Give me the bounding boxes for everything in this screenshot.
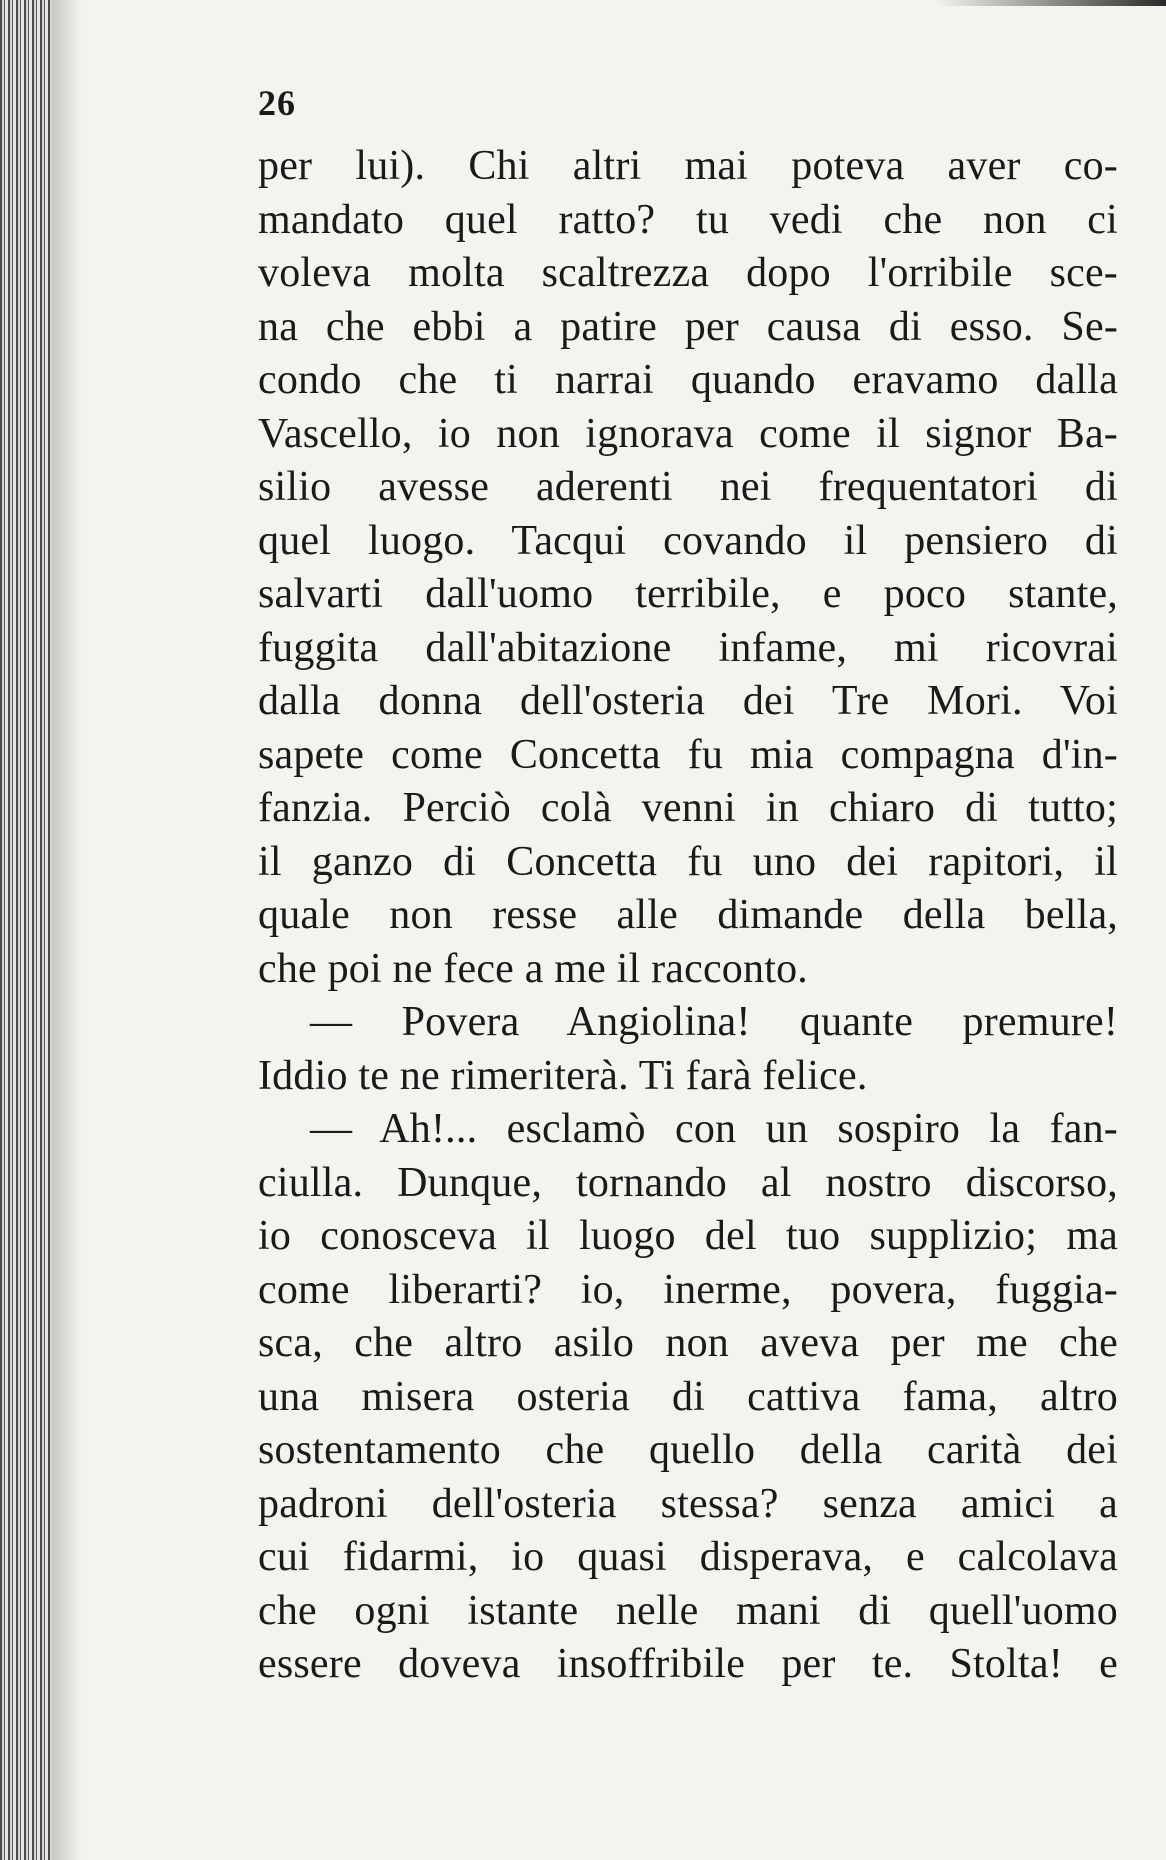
- text-line: cui fidarmi, io quasi disperava, e calcolava: [258, 1534, 1118, 1580]
- text-line: sca, che altro asilo non aveva per me che: [258, 1320, 1118, 1366]
- text-line: na che ebbi a patire per causa di esso. Se-: [258, 303, 1118, 350]
- text-line: — Povera Angiolina! quante premure!: [310, 999, 1118, 1045]
- text-line: quel luogo. Tacqui covando il pensiero di: [258, 517, 1118, 564]
- text-line: silio avesse aderenti nei frequentatori di: [258, 464, 1118, 510]
- text-line: — Ah!... esclamò con un sospiro la fan-: [310, 1106, 1118, 1152]
- text-line: quale non resse alle dimande della bella,: [258, 892, 1118, 938]
- scan-edge-mark: [936, 0, 1166, 6]
- gutter-shadow: [52, 0, 82, 1860]
- page-number: 26: [258, 83, 296, 123]
- text-line: salvarti dall'uomo terribile, e poco stante,: [258, 571, 1118, 617]
- text-line: voleva molta scaltrezza dopo l'orribile sce-: [258, 250, 1118, 296]
- text-line: fanzia. Perciò colà venni in chiaro di tutto;: [258, 785, 1118, 831]
- text-line: padroni dell'osteria stessa? senza amici a: [258, 1480, 1118, 1527]
- text-line: Vascello, io non ignorava come il signor Ba-: [258, 410, 1118, 457]
- text-line: il ganzo di Concetta fu uno dei rapitori, il: [258, 838, 1118, 885]
- text-line: sapete come Concetta fu mia compagna d'in-: [258, 731, 1118, 778]
- text-line: Iddio te ne rimeriterà. Ti farà felice.: [258, 1052, 868, 1099]
- text-line: io conosceva il luogo del tuo supplizio; ma: [258, 1213, 1118, 1259]
- text-line: una misera osteria di cattiva fama, altro: [258, 1373, 1118, 1420]
- text-line: sostentamento che quello della carità dei: [258, 1427, 1118, 1473]
- text-line: essere doveva insoffribile per te. Stolta! e: [258, 1641, 1118, 1687]
- text-line: che ogni istante nelle mani di quell'uomo: [258, 1587, 1118, 1634]
- text-line: mandato quel ratto? tu vedi che non ci: [258, 196, 1118, 243]
- text-line: che poi ne fece a me il racconto.: [258, 945, 808, 992]
- text-line: fuggita dall'abitazione infame, mi ricovrai: [258, 624, 1118, 671]
- text-line: dalla donna dell'osteria dei Tre Mori. Voi: [258, 678, 1118, 724]
- text-line: per lui). Chi altri mai poteva aver co-: [258, 143, 1118, 189]
- body-text: [258, 140, 1118, 1692]
- text-line: condo che ti narrai quando eravamo dalla: [258, 357, 1118, 403]
- book-spine-gutter: [0, 0, 52, 1860]
- text-line: come liberarti? io, inerme, povera, fuggia-: [258, 1266, 1118, 1313]
- text-line: ciulla. Dunque, tornando al nostro discorso,: [258, 1159, 1118, 1206]
